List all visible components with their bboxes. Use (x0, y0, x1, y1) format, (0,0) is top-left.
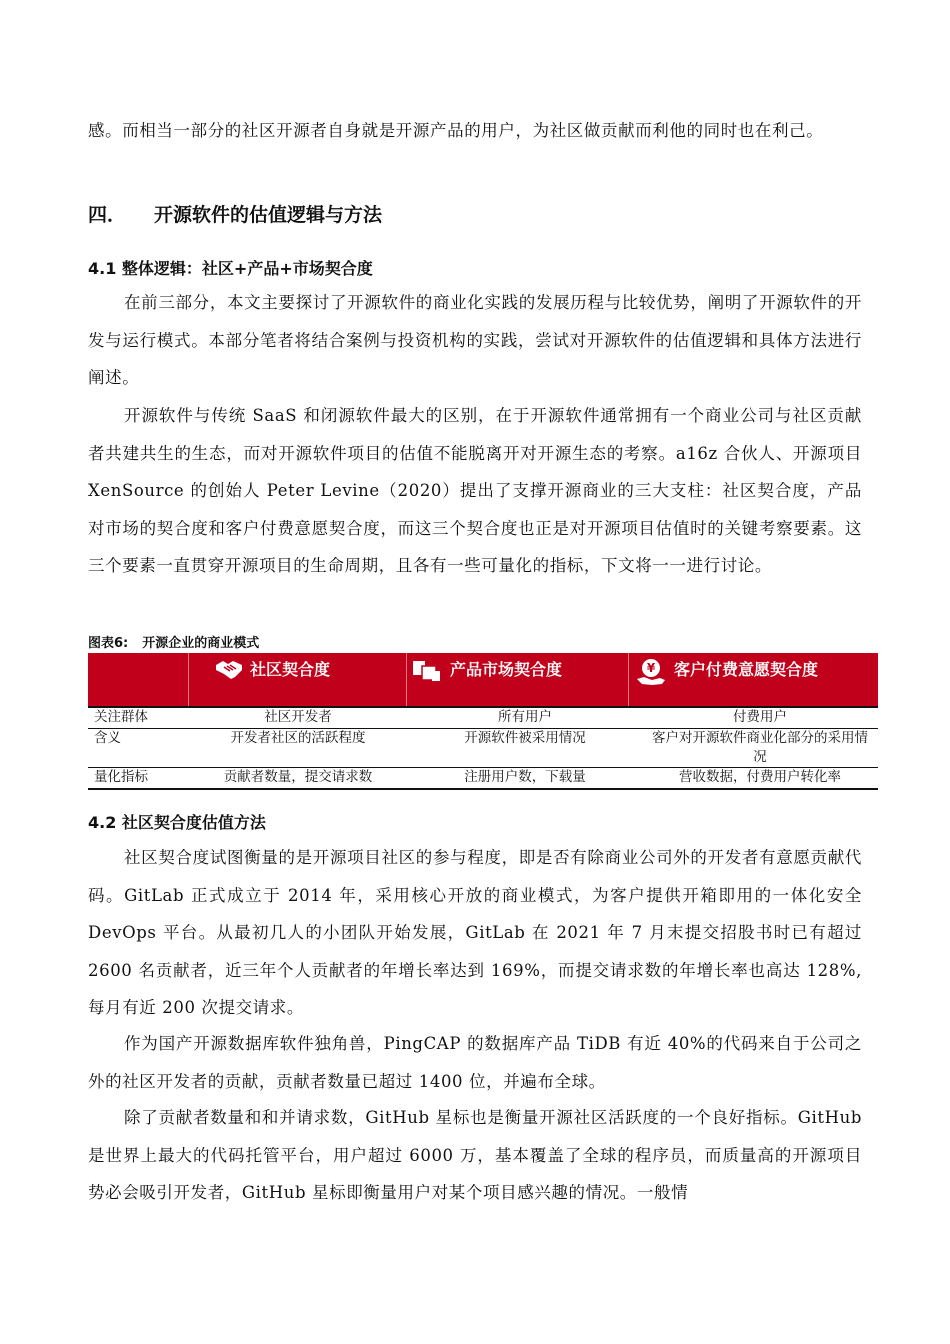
payment-icon (634, 657, 674, 691)
paragraph-github-stars: 除了贡献者数量和和并请求数，GitHub 星标也是衡量开源社区活跃度的一个良好指标。GitHub 是世界上最大的代码托管平台，用户超过 6000 万，基本覆盖了全球的程序员，而质量高的开源项目势必会吸引开发者，GitHub 星标即衡量用户对某个项目感兴趣的情况。一般情 (88, 1108, 862, 1202)
figure-caption (88, 632, 259, 651)
product-market-icon (410, 657, 450, 689)
table-cell: 开发者社区的活跃程度 (188, 729, 408, 768)
header-label: 客户付费意愿契合度 (674, 660, 819, 679)
handshake-icon (214, 657, 250, 685)
paragraph-overview: 在前三部分，本文主要探讨了开源软件的商业化实践的发展历程与比较优势，阐明了开源软件的开发与运行模式。本部分笔者将结合案例与投资机构的实践，尝试对开源软件的估值逻辑和具体方法进行阐述。 (88, 293, 862, 387)
svg-text:¥: ¥ (646, 661, 656, 675)
row-label: 关注群体 (88, 708, 188, 729)
figure-label: 图表6: (88, 636, 129, 651)
table-cell: 开源软件被采用情况 (408, 729, 642, 768)
table-cell: 注册用户数，下载量 (408, 768, 642, 790)
table-body (88, 708, 878, 790)
row-label: 含义 (88, 729, 188, 768)
table-row (88, 708, 878, 729)
row-label: 量化指标 (88, 768, 188, 790)
table-cell: 营收数据，付费用户转化率 (642, 768, 878, 790)
figure-title: 开源企业的商业模式 (142, 636, 260, 651)
subsection-heading-4-2: 4.2 社区契合度估值方法 (88, 813, 266, 832)
section-number: 四． (88, 204, 127, 226)
header-label: 社区契合度 (250, 660, 331, 679)
paragraph-gitlab: 社区契合度试图衡量的是开源项目社区的参与程度，即是否有除商业公司外的开发者有意愿贡献代码。GitLab 正式成立于 2014 年，采用核心开放的商业模式，为客户提供开箱即用的一体化安全 DevOps 平台。从最初几人的小团队开始发展，GitLab 在 2021 年 7 月末提交招股书时已有超过 2600 名贡献者，近三年个人贡献者的年增长率达到 169%，而提交请求数的年增长率也高达 128%, 每月有近 200 次提交请求。 (88, 848, 862, 1017)
table-header (88, 653, 878, 708)
header-payment-willingness-fit (634, 653, 878, 706)
section-heading-4 (88, 200, 382, 227)
table-cell: 所有用户 (408, 708, 642, 729)
table-cell: 客户对开源软件商业化部分的采用情况 (642, 729, 878, 768)
table-cell: 付费用户 (642, 708, 878, 729)
intro-paragraph: 感。而相当一部分的社区开源者自身就是开源产品的用户，为社区做贡献而利他的同时也在利己。 (88, 121, 824, 140)
section-title: 开源软件的估值逻辑与方法 (154, 204, 383, 226)
header-label: 产品市场契合度 (450, 660, 563, 679)
header-community-fit (214, 653, 404, 706)
paragraph-three-pillars: 开源软件与传统 SaaS 和闭源软件最大的区别，在于开源软件通常拥有一个商业公司与社区贡献者共建共生的生态，而对开源软件项目的估值不能脱离开对开源生态的考察。a16z 合伙人、开源项目 XenSource 的创始人 Peter Levine（2020）提出了支撑开源商业的三大支柱：社区契合度，产品对市场的契合度和客户付费意愿契合度，而这三个契合度也正是对开源项目估值时的关键考察要素。这三个要素一直贯穿开源项目的生命周期，且各有一些可量化的指标，下文将一一进行讨论。 (88, 406, 862, 575)
table-cell: 社区开发者 (188, 708, 408, 729)
table-row (88, 729, 878, 768)
table-row (88, 768, 878, 790)
paragraph-pingcap: 作为国产开源数据库软件独角兽，PingCAP 的数据库产品 TiDB 有近 40%的代码来自于公司之外的社区开发者的贡献，贡献者数量已超过 1400 位，并遍布全球。 (88, 1034, 862, 1091)
business-model-table (88, 653, 878, 790)
table-cell: 贡献者数量，提交请求数 (188, 768, 408, 790)
subsection-heading-4-1: 4.1 整体逻辑：社区+产品+市场契合度 (88, 259, 373, 278)
header-product-market-fit (410, 653, 626, 706)
